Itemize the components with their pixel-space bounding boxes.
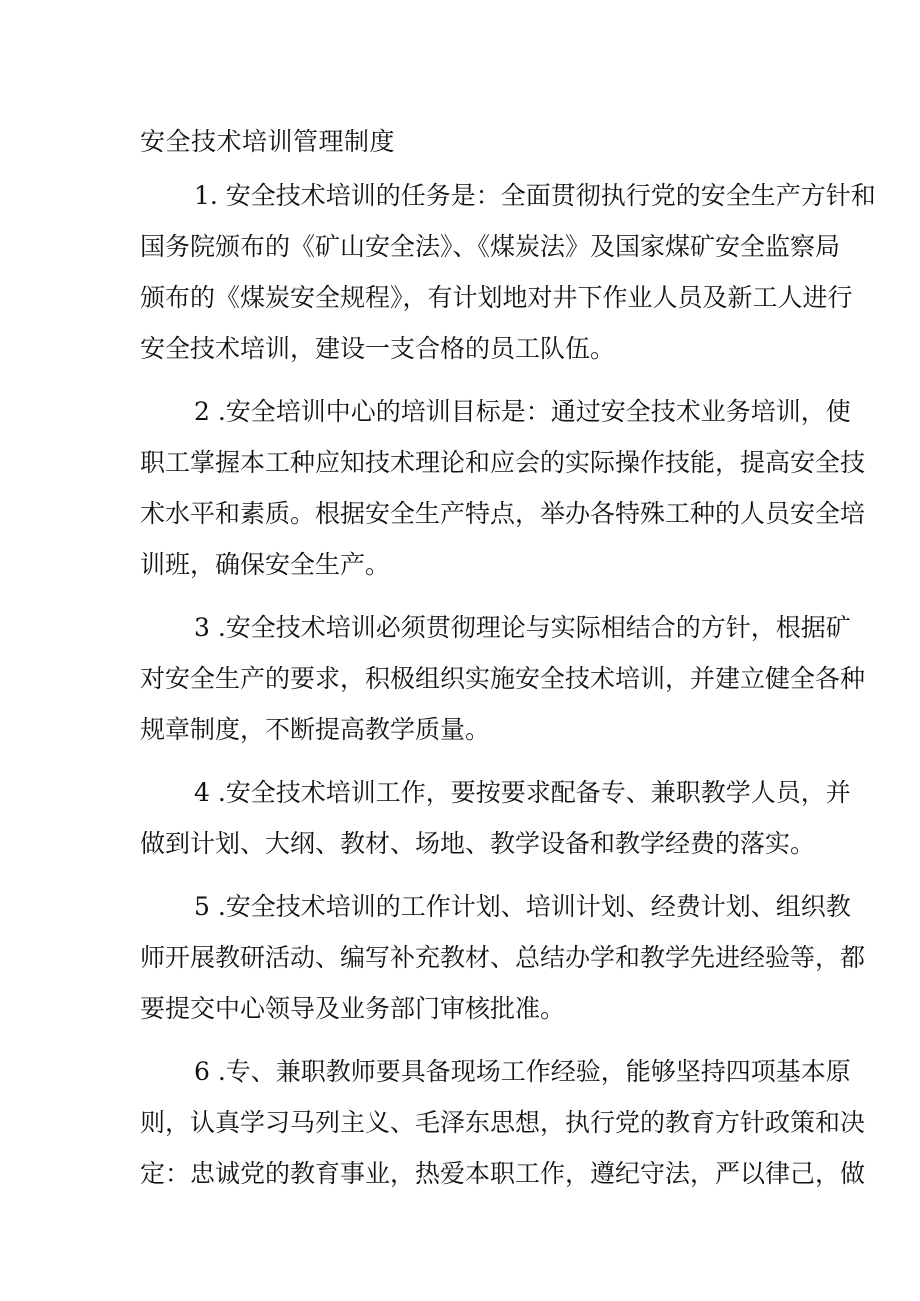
text-line: 职工掌握本工种应知技术理论和应会的实际操作技能，提高安全技 xyxy=(140,448,866,477)
document-body xyxy=(86,170,876,1199)
text-line: 师开展教研活动、编写补充教材、总结办学和教学先进经验等，都 xyxy=(140,943,866,972)
text-line: 3 .安全技术培训必须贯彻理论与实际相结合的方针，根据矿 xyxy=(194,613,851,642)
paragraph-2 xyxy=(86,386,866,590)
paragraph-gap xyxy=(86,374,846,386)
text-line: 6 .专、兼职教师要具备现场工作经验，能够坚持四项基本原 xyxy=(194,1057,851,1086)
paragraph-6 xyxy=(86,1046,866,1199)
text-line: 要提交中心领导及业务部门审核批准。 xyxy=(140,994,566,1023)
paragraph-3 xyxy=(86,602,866,755)
paragraph-gap xyxy=(86,590,846,602)
text-line: 1. 安全技术培训的任务是：全面贯彻执行党的安全生产方针和 xyxy=(194,181,876,210)
paragraph-5 xyxy=(86,881,866,1034)
paragraph-gap xyxy=(86,755,846,767)
text-line: 颁布的《煤炭安全规程》，有计划地对井下作业人员及新工人进行 xyxy=(140,283,853,312)
text-line: 对安全生产的要求，积极组织实施安全技术培训，并建立健全各种 xyxy=(140,664,866,693)
text-line: 则，认真学习马列主义、毛泽东思想，执行党的教育方针政策和决 xyxy=(140,1108,866,1137)
text-line: 做到计划、大纲、教材、场地、教学设备和教学经费的落实。 xyxy=(140,829,816,858)
text-line: 训班，确保安全生产。 xyxy=(140,550,391,579)
document-title: 安全技术培训管理制度 xyxy=(140,127,396,156)
text-line: 4 .安全技术培训工作，要按要求配备专、兼职教学人员，并 xyxy=(194,778,851,807)
paragraph-gap xyxy=(86,1034,846,1046)
text-line: 2 .安全培训中心的培训目标是：通过安全技术业务培训，使 xyxy=(194,397,851,426)
text-line: 术水平和素质。根据安全生产特点，举办各特殊工种的人员安全培 xyxy=(140,499,866,528)
text-line: 定：忠诚党的教育事业，热爱本职工作，遵纪守法，严以律己，做 xyxy=(140,1159,866,1188)
text-line: 安全技术培训，建设一支合格的员工队伍。 xyxy=(140,334,616,363)
text-line: 5 .安全技术培训的工作计划、培训计划、经费计划、组织教 xyxy=(194,892,851,921)
paragraph-4 xyxy=(86,767,851,869)
paragraph-gap xyxy=(86,869,846,881)
text-line: 国务院颁布的《矿山安全法》、《煤炭法》及国家煤矿安全监察局 xyxy=(140,232,841,261)
text-line: 规章制度，不断提高教学质量。 xyxy=(140,715,491,744)
paragraph-1 xyxy=(86,170,876,374)
